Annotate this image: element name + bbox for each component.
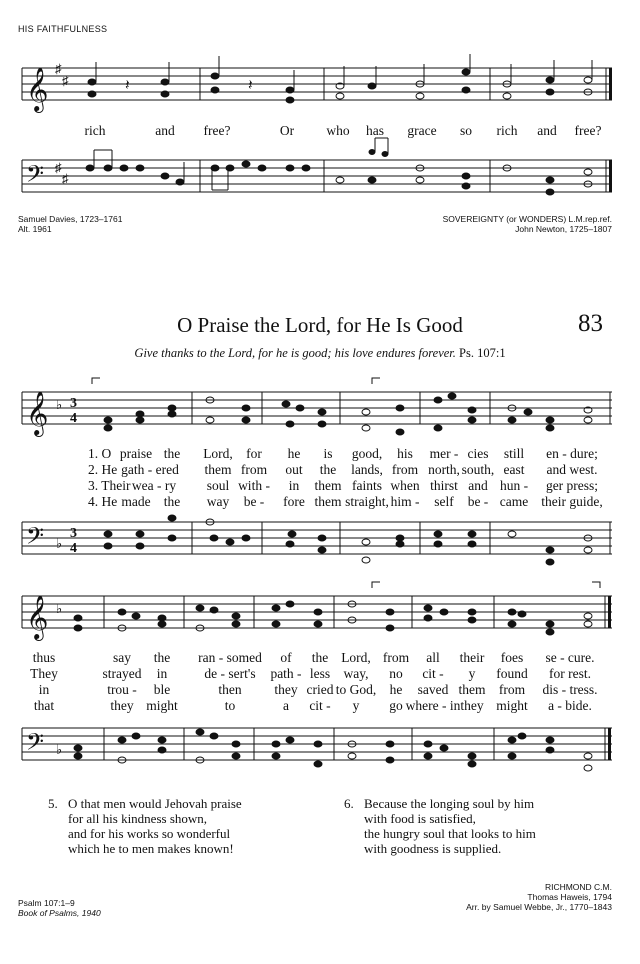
svg-text:♭: ♭ [56, 742, 63, 757]
svg-text:♯: ♯ [62, 73, 69, 88]
prev-credits-left: Samuel Davies, 1723–1761 Alt. 1961 [18, 214, 123, 234]
stanza-5-line: which he to men makes known! [68, 841, 234, 856]
svg-text:♭: ♭ [56, 397, 63, 412]
svg-text:♯: ♯ [62, 171, 69, 186]
prev-bass-staff [0, 152, 640, 202]
svg-text:4: 4 [70, 541, 77, 556]
svg-text:𝄽: 𝄽 [248, 78, 253, 94]
system1-treble-staff [0, 384, 640, 444]
system2-treble-staff [0, 588, 640, 648]
system1-verse2: 2. He gath - ered them from out the lands, from north, south, east and west. [88, 462, 598, 477]
stanza-6-line: with goodness is supplied. [364, 841, 502, 856]
stanza-6-number: 6. [344, 796, 354, 811]
system2-verse3: in trou - ble then they cried to God, he saved them from dis - tress. [38, 682, 598, 697]
hymn-title: O Praise the Lord, for He Is Good [177, 313, 463, 337]
hymn-credits-left: Psalm 107:1–9 Book of Psalms, 1940 [18, 898, 101, 918]
system1-verse1: 1. O praise the Lord, for he is good, his mer - cies still en - dure; [88, 446, 598, 461]
stanza-5 [48, 796, 318, 858]
svg-text:3: 3 [70, 526, 77, 541]
svg-text:𝄽: 𝄽 [125, 78, 130, 94]
svg-text:𝄢: 𝄢 [26, 160, 45, 193]
system2-bass-staff [0, 720, 640, 780]
svg-text:4: 4 [70, 411, 77, 426]
svg-text:♭: ♭ [56, 536, 63, 551]
system1-verse4: 4. He made the way be - fore them straight, him - self be - came their guide, [88, 494, 603, 509]
svg-text:𝄞: 𝄞 [26, 67, 49, 111]
svg-text:♯: ♯ [55, 61, 62, 76]
stanza-5-number: 5. [48, 796, 58, 811]
stanza-6-line: the hungry soul that looks to him [364, 826, 536, 841]
stanza-5-line: for all his kindness shown, [68, 811, 208, 826]
prev-treble-staff [0, 60, 640, 110]
svg-text:𝄞: 𝄞 [26, 391, 49, 435]
stanza-5-line: and for his works so wonderful [68, 826, 231, 841]
system1-bass-staff [0, 514, 640, 574]
svg-text:𝄞: 𝄞 [26, 595, 49, 639]
svg-text:♯: ♯ [55, 160, 62, 175]
hymn-number: 83 [578, 310, 603, 337]
system2-verse4: that they might to a cit - y go where - in they might a - bide. [33, 698, 592, 713]
stanza-6 [344, 796, 614, 858]
svg-text:𝄢: 𝄢 [26, 522, 45, 555]
prev-credits-right: SOVEREIGNTY (or WONDERS) L.M.rep.ref. John Newton, 1725–1807 [442, 214, 612, 234]
hymn-credits-right: RICHMOND C.M. Thomas Haweis, 1794 Arr. by Samuel Webbe, Jr., 1770–1843 [466, 882, 612, 912]
stanza-6-line: Because the longing soul by him [364, 796, 535, 811]
epigraph [0, 346, 640, 361]
svg-text:♭: ♭ [56, 601, 63, 616]
prev-lyrics: rich and free? Or who has grace so rich and free? [84, 123, 602, 138]
system2-verse1: thus say the ran - somed of the Lord, from all their foes se - cure. [32, 650, 595, 665]
stanza-5-line: O that men would Jehovah praise [68, 796, 242, 811]
running-head: HIS FAITHFULNESS [18, 24, 108, 34]
svg-text:3: 3 [70, 396, 77, 411]
system1-verse3: 3. Their wea - ry soul with - in them faints when thirst and hun - ger press; [88, 478, 599, 493]
stanza-6-line: with food is satisfied, [364, 811, 476, 826]
system2-verse2: They strayed in de - sert's path - less way, no cit - y found for rest. [30, 666, 591, 681]
epigraph-ref: Ps. 107:1 [459, 346, 506, 360]
svg-text:𝄢: 𝄢 [26, 728, 45, 761]
epigraph-text: Give thanks to the Lord, for he is good; his love endures forever. [134, 346, 456, 360]
